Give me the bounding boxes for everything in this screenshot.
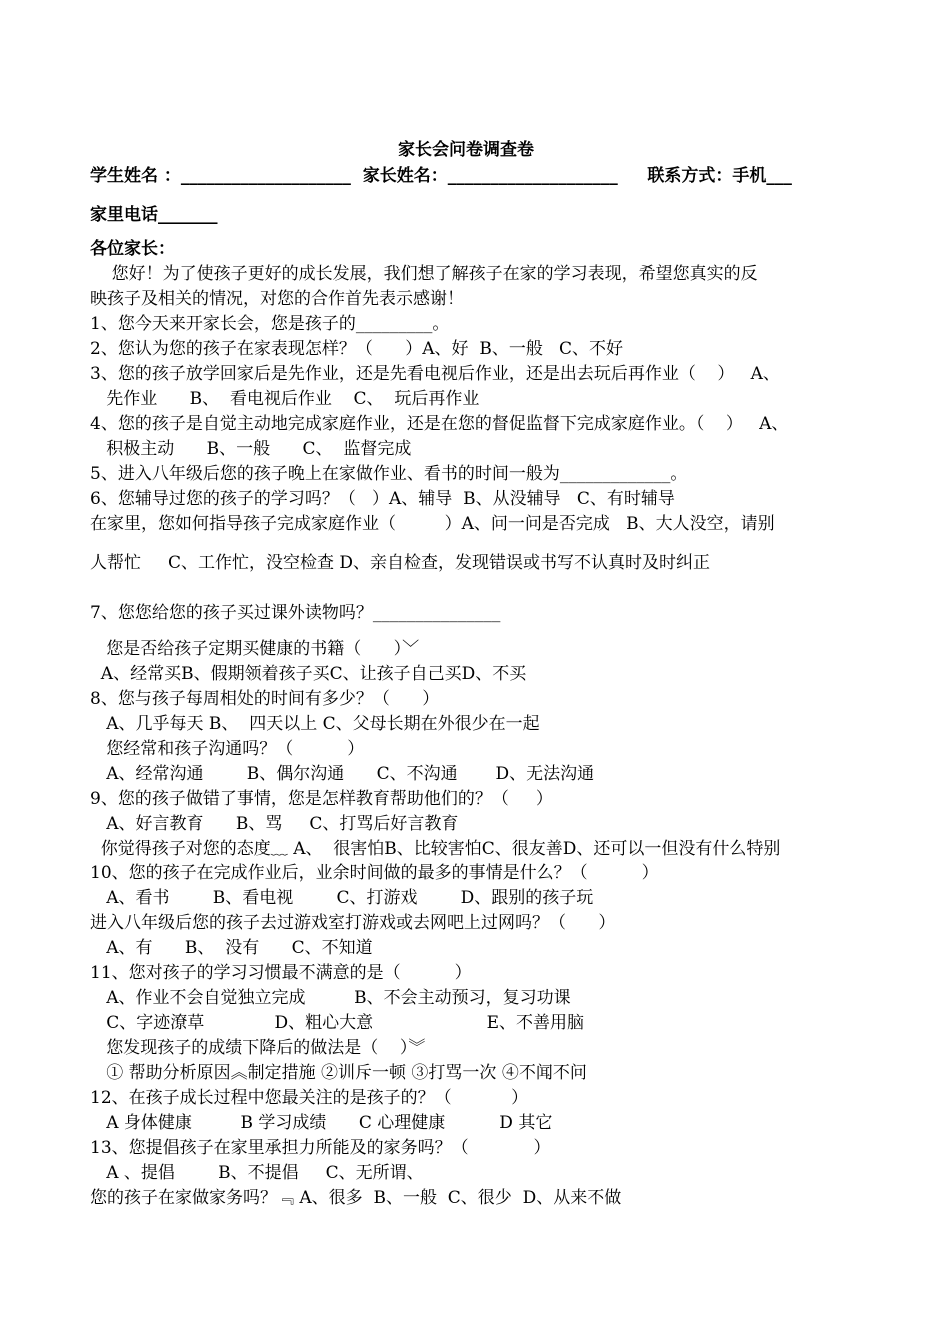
question-8-options: A、几乎每天 B、 四天以上 C、父母长期在外很少在一起 <box>90 714 540 734</box>
question-6-sub: 在家里，您如何指导孩子完成家庭作业（ ）A、问一问是否完成 B、大人没空，请别 <box>90 514 775 534</box>
question-7-sub: 您是否给孩子定期买健康的书籍（ ）﹀ <box>90 639 420 659</box>
student-info-line: 学生姓名 ：____________________ 家长姓名：____________________ 联系方式：手机___ <box>90 166 792 186</box>
question-3-options: 先作业 B、 看电视后作业 C、 玩后再作业 <box>90 389 480 409</box>
question-7-sub-options: A、经常买B、假期领着孩子买C、让孩子自己买D、不买 <box>90 664 527 684</box>
question-4: 4、您的孩子是自觉主动地完成家庭作业，还是在您的督促监督下完成家庭作业。（ ） A、 <box>90 414 789 434</box>
question-10-options: A、看书 B、看电视 C、打游戏 D、跟别的孩子玩 <box>90 888 594 908</box>
question-3: 3、您的孩子放学回家后是先作业，还是先看电视后作业，还是出去玩后再作业（ ） A、 <box>90 364 780 384</box>
question-4-options: 积极主动 B、一般 C、 监督完成 <box>90 439 412 459</box>
question-12: 12、在孩子成长过程中您最关注的是孩子的？（ ） <box>90 1088 529 1108</box>
question-11-sub-options: ① 帮助分析原因︽制定措施 ②训斥一顿 ③打骂一次 ④不闻不问 <box>90 1063 587 1083</box>
question-10-sub-options: A、有 B、 没有 C、不知道 <box>90 938 373 958</box>
question-2: 2、您认为您的孩子在家表现怎样？（ ）A、好 B、一般 C、不好 <box>90 339 624 359</box>
home-phone-line: 家里电话_______ <box>90 205 218 225</box>
question-9-options: A、好言教育 B、骂 C、打骂后好言教育 <box>90 814 459 834</box>
question-9: 9、您的孩子做错了事情，您是怎样教育帮助他们的？（ ） <box>90 789 553 809</box>
question-13-sub: 您的孩子在家做家务吗？﹃ A、很多 B、一般 C、很少 D、从来不做 <box>90 1188 622 1208</box>
question-8: 8、您与孩子每周相处的时间有多少？（ ） <box>90 689 440 709</box>
document-title: 家长会问卷调查卷 <box>398 140 534 160</box>
question-11-options-1: A、作业不会自觉独立完成 B、不会主动预习，复习功课 <box>90 988 571 1008</box>
question-10-sub: 进入八年级后您的孩子去过游戏室打游戏或去网吧上过网吗？（ ） <box>90 913 616 933</box>
question-8-sub: 您经常和孩子沟通吗？（ ） <box>90 739 365 759</box>
question-5: 5、进入八年级后您的孩子晚上在家做作业、看书的时间一般为_____________。 <box>90 464 688 484</box>
salutation: 各位家长： <box>90 239 175 259</box>
question-12-options: A 身体健康 B 学习成绩 C 心理健康 D 其它 <box>90 1113 553 1133</box>
question-11: 11、您对孩子的学习习惯最不满意的是（ ） <box>90 963 472 983</box>
question-13-options: A 、提倡 B、不提倡 C、无所谓、 <box>90 1163 424 1183</box>
intro-line-2: 映孩子及相关的情况，对您的合作首先表示感谢！ <box>90 289 464 309</box>
question-8-sub-options: A、经常沟通 B、偶尔沟通 C、不沟通 D、无法沟通 <box>90 764 595 784</box>
question-11-sub: 您发现孩子的成绩下降后的做法是（ ）︾ <box>90 1038 426 1058</box>
question-7: 7、您您给您的孩子买过课外读物吗？_______________ <box>90 603 501 623</box>
question-11-options-2: C、字迹潦草 D、粗心大意 E、不善用脑 <box>90 1013 584 1033</box>
question-1: 1、您今天来开家长会，您是孩子的_________。 <box>90 314 450 334</box>
question-10: 10、您的孩子在完成作业后，业余时间做的最多的事情是什么？（ ） <box>90 863 659 883</box>
question-6: 6、您辅导过您的孩子的学习吗？（ ）A、辅导 B、从没辅导 C、有时辅导 <box>90 489 675 509</box>
question-6-sub-options: 人帮忙 C、工作忙，没空检查 D、亲自检查，发现错误或书写不认真时及时纠正 <box>90 553 711 573</box>
question-9-sub: 你觉得孩子对您的态度﹏ A、 很害怕B、比较害怕C、很友善D、还可以一但没有什么特别 <box>90 839 781 859</box>
intro-line-1: 您好！为了使孩子更好的成长发展，我们想了解孩子在家的学习表现，希望您真实的反 <box>90 264 758 284</box>
question-13: 13、您提倡孩子在家里承担力所能及的家务吗？（ ） <box>90 1138 551 1158</box>
